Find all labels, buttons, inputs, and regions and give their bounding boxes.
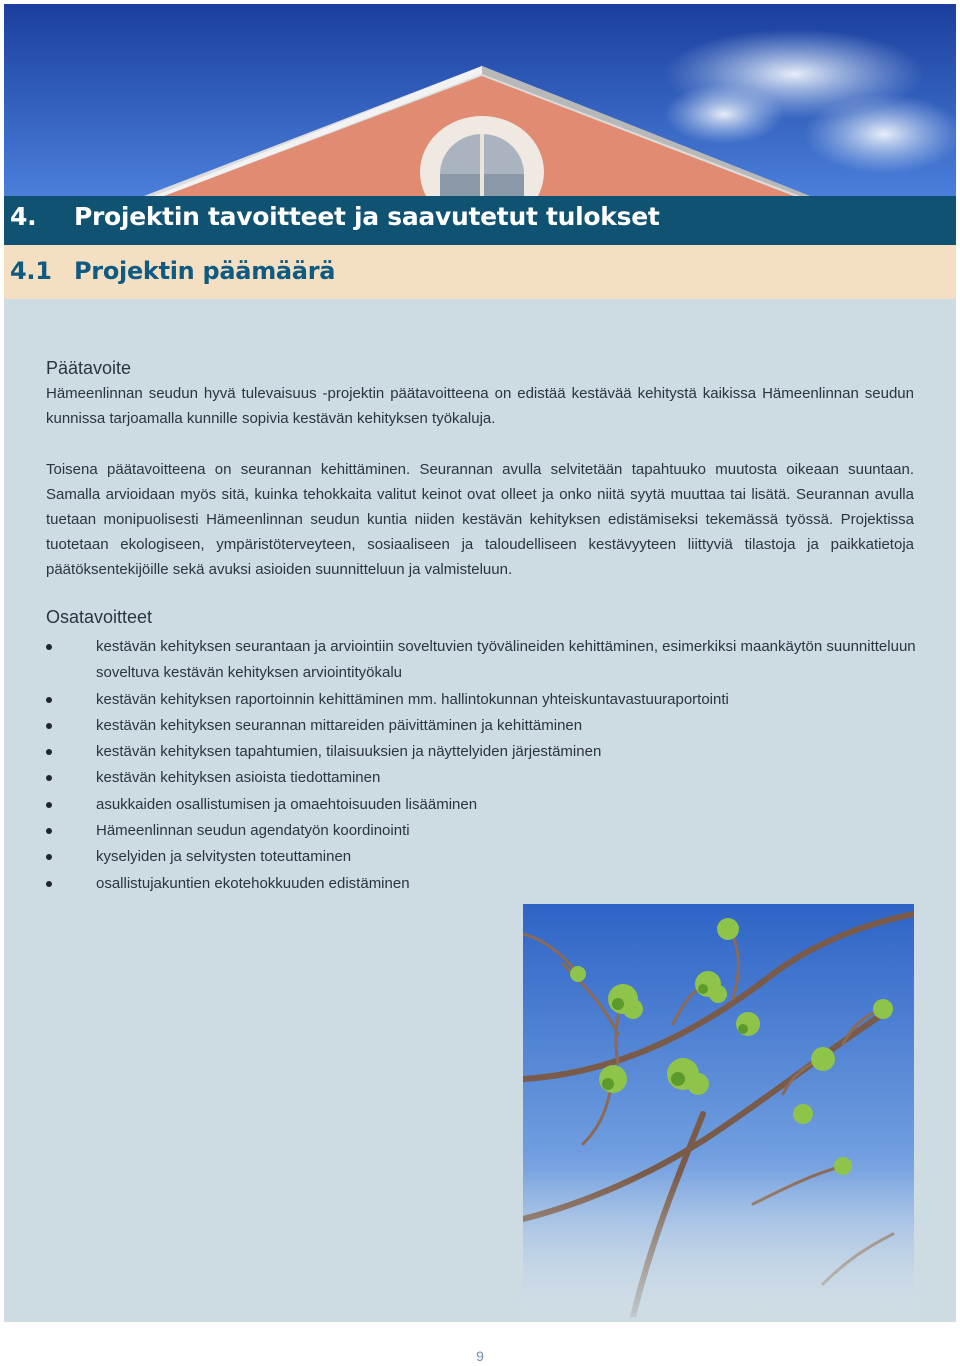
bullet-icon xyxy=(46,723,52,729)
sub-goals-list xyxy=(46,634,916,897)
list-item: kestävän kehityksen raportoinnin kehittäminen mm. hallintokunnan yhteiskuntavastuuraportointi xyxy=(46,687,916,713)
main-goal-paragraph-2: Toisena päätavoitteena on seurannan kehittäminen. Seurannan avulla selvitetään tapahtuuko muutosta oikeaan suuntaan. Samalla arvioidaan myös sitä, kuinka tehokkaita valitut keinot ovat olleet ja onko niitä syytä muuttaa tai lisätä. Seurannan avulla tuetaan monipuolisesti Hämeenlinnan seudun kuntia niiden kestävän kehityksen edistämiseksi tekemässä työssä. Projektissa tuotetaan ekologiseen, ympäristöterveyteen, sosiaaliseen ja taloudelliseen kestävyyteen liittyviä tilastoja ja paikkatietoja päätöksentekijöille sekä avuksi asioiden suunnitteluun ja valmisteluun. xyxy=(46,461,914,578)
list-item: kestävän kehityksen seurantaan ja arviointiin soveltuvien työvälineiden kehittäminen, esimerkiksi maankäytön suunnitteluun soveltuva kestävän kehityksen arviointityökalu xyxy=(46,634,916,687)
bullet-icon xyxy=(46,828,52,834)
section-title: Projektin päämäärä xyxy=(74,257,336,285)
sub-goals-heading: Osatavoitteet xyxy=(46,607,153,627)
section-heading-band xyxy=(4,245,956,299)
chapter-title: Projektin tavoitteet ja saavutetut tulokset xyxy=(74,202,660,231)
list-item: Hämeenlinnan seudun agendatyön koordinointi xyxy=(46,818,916,844)
chapter-heading-band xyxy=(4,196,956,245)
photo-budding-branches xyxy=(523,904,914,1317)
bullet-icon xyxy=(46,775,52,781)
page-number: 9 xyxy=(476,1348,484,1364)
bullet-icon xyxy=(46,802,52,808)
bullet-icon xyxy=(46,697,52,703)
list-item: kyselyiden ja selvitysten toteuttaminen xyxy=(46,844,916,870)
bullet-icon xyxy=(46,881,52,887)
list-item: kestävän kehityksen asioista tiedottaminen xyxy=(46,765,916,791)
section-number: 4.1 xyxy=(10,257,52,285)
main-goal-paragraph-1: Hämeenlinnan seudun hyvä tulevaisuus -projektin päätavoitteena on edistää kestävää kehitystä kaikissa Hämeenlinnan seudun kunnissa tarjoamalla kunnille sopivia kestävän kehityksen työkaluja. xyxy=(46,385,914,427)
header-photo-building-gable xyxy=(4,4,956,196)
bullet-icon xyxy=(46,854,52,860)
main-goal-heading: Päätavoite xyxy=(46,358,132,378)
chapter-number: 4. xyxy=(10,202,37,231)
list-item: asukkaiden osallistumisen ja omaehtoisuuden lisääminen xyxy=(46,792,916,818)
list-item: kestävän kehityksen tapahtumien, tilaisuuksien ja näyttelyiden järjestäminen xyxy=(46,739,916,765)
list-item: osallistujakuntien ekotehokkuuden edistäminen xyxy=(46,871,916,897)
content-panel xyxy=(4,299,956,1322)
list-item: kestävän kehityksen seurannan mittareiden päivittäminen ja kehittäminen xyxy=(46,713,916,739)
bullet-icon xyxy=(46,644,52,650)
bullet-icon xyxy=(46,749,52,755)
